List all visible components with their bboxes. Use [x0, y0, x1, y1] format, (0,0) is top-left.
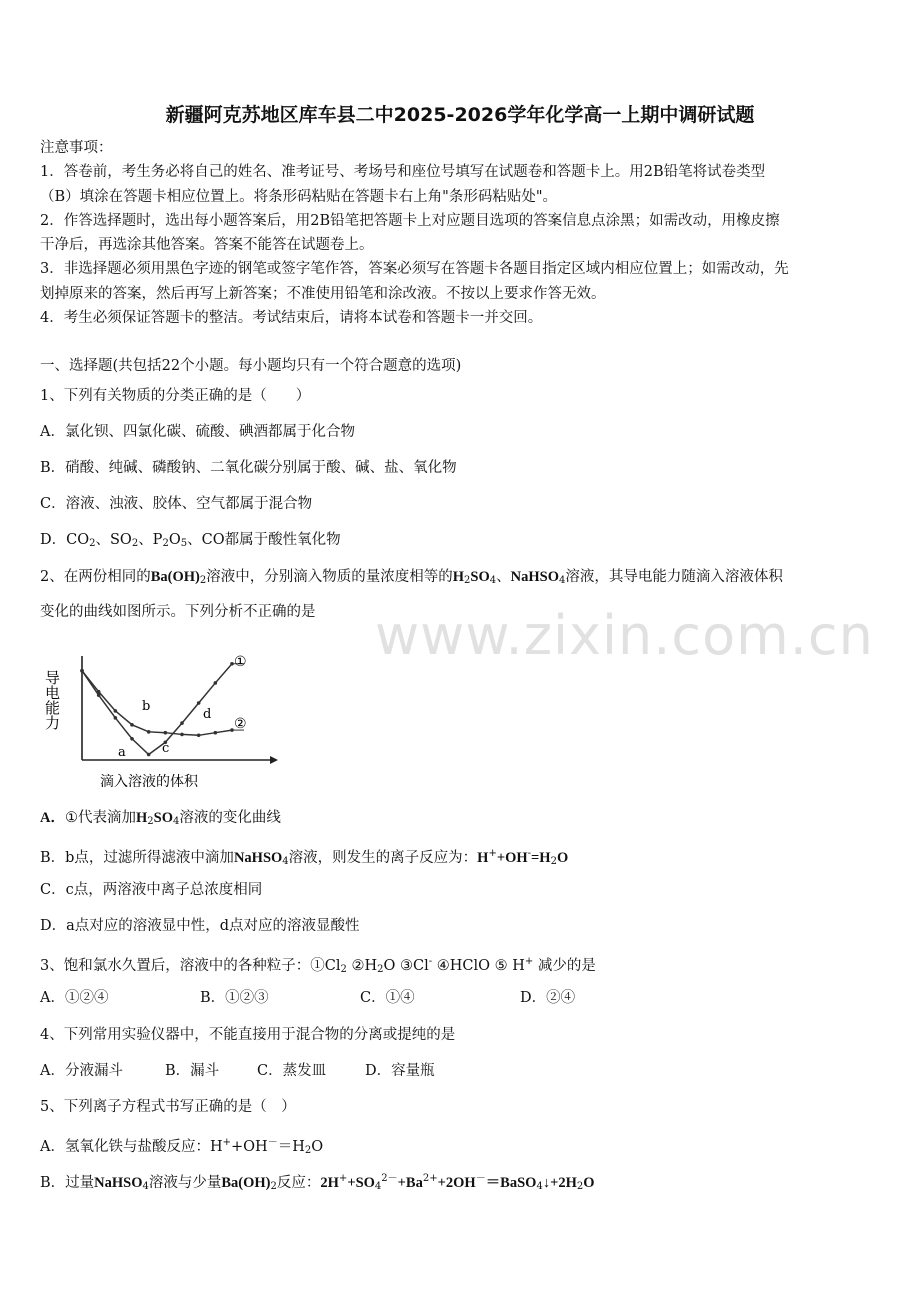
q2-option-a: A．①代表滴加$H_2SO_4$溶液的变化曲线 — [40, 810, 281, 827]
q3-option-c: C．①④ — [360, 990, 415, 1006]
watermark: www.zixin.com.cn — [375, 604, 874, 667]
q5-option-a: A．氢氧化铁与盐酸反应：$H^++OH^-=H_2O$ — [40, 1137, 324, 1156]
note-line: 1．答卷前，考生务必将自己的姓名、准考证号、考场号和座位号填写在试题卷和答题卡上。用2B铅笔将试卷类型 — [40, 164, 766, 181]
series-1-point — [130, 737, 134, 741]
section-heading: 一、选择题(共包括22个小题。每小题均只有一个符合题意的选项) — [40, 358, 462, 374]
q3-stem: 3、饱和氯水久置后，溶液中的各种粒子：$①Cl_2$ $②H_2O$ ③Cl- ④HClO ⑤ H+ 减少的是 — [40, 956, 596, 975]
note-line: 干净后，再选涂其他答案。答案不能答在试题卷上。 — [40, 237, 374, 254]
q5-option-b: B．过量NaHSO$_4$溶液与少量$Ba(OH)_2$反应：$2H^++SO_4^{2-}+Ba^{2+}+2OH^-=BaSO_4↓+2H_2O$ — [40, 1173, 595, 1192]
q3-option-d: D．②④ — [520, 990, 576, 1006]
series-1-point — [197, 701, 201, 705]
series-2-point — [197, 734, 201, 738]
q1-option-d: D．$CO_2$、$SO_2$、$P_2O_5$、CO都属于酸性氧化物 — [40, 532, 341, 549]
q3-option-b: B．①②③ — [200, 990, 269, 1006]
conductivity-chart — [43, 648, 288, 796]
q2-stem-line2: 变化的曲线如图所示。下列分析不正确的是 — [40, 604, 316, 620]
series-1-point — [180, 721, 184, 725]
note-line: 4．考生必须保证答题卡的整洁。考试结束后，请将本试卷和答题卡一并交回。 — [40, 310, 543, 327]
note-line: 3．非选择题必须用黑色字迹的钢笔或签字笔作答，答案必须写在答题卡各题目指定区域内相应位置上；如需改动，先 — [40, 261, 789, 278]
series-label-1: ① — [234, 654, 247, 670]
q4-option-a: A．分液漏斗 — [40, 1063, 123, 1079]
q3-option-a: A．①②④ — [40, 990, 109, 1006]
series-label-2: ② — [234, 716, 247, 732]
series-2-point — [164, 731, 168, 735]
x-axis-arrow — [270, 756, 278, 764]
point-label-a: a — [118, 745, 126, 760]
series-2-point — [97, 690, 101, 694]
page-title: 新疆阿克苏地区库车县二中2025-2026学年化学高一上期中调研试题 — [165, 104, 755, 126]
point-label-b: b — [142, 699, 151, 714]
point-label-d: d — [203, 707, 212, 722]
series-2-point — [180, 733, 184, 737]
series-1-point — [214, 681, 218, 685]
series-2-point — [80, 669, 84, 673]
q4-options — [40, 1061, 885, 1081]
series-2-point — [114, 709, 118, 713]
q4-option-c: C．蒸发皿 — [257, 1063, 327, 1079]
y-axis-label: 导电能力 — [43, 670, 61, 730]
q5-stem: 5、下列离子方程式书写正确的是（ ） — [40, 1099, 296, 1115]
q1-option-a: A．氯化钡、四氯化碳、硫酸、碘酒都属于化合物 — [40, 424, 355, 440]
q2-stem: 2、在两份相同的$Ba(OH)_2$溶液中，分别滴入物质的量浓度相等的$H_2SO_4$、NaHSO$_4$溶液，其导电能力随滴入溶液体积 — [40, 569, 783, 586]
q1-option-b: B．硝酸、纯碱、磷酸钠、二氧化碳分别属于酸、碱、盐、氧化物 — [40, 460, 457, 476]
q1-stem: 1、下列有关物质的分类正确的是（ ） — [40, 388, 311, 404]
x-axis-label: 滴入溶液的体积 — [100, 774, 198, 790]
notes-heading: 注意事项： — [40, 140, 113, 156]
series-2-point — [214, 731, 218, 735]
note-line: （B）填涂在答题卡相应位置上。将条形码粘贴在答题卡右上角"条形码粘贴处"。 — [40, 188, 557, 205]
q1-option-c: C．溶液、浊液、胶体、空气都属于混合物 — [40, 496, 313, 512]
q3-options — [40, 988, 885, 1008]
series-1-point — [147, 753, 151, 757]
series-1-point — [114, 716, 118, 720]
notes-block — [40, 136, 885, 330]
q4-option-b: B．漏斗 — [165, 1063, 220, 1079]
point-label-c: c — [162, 741, 170, 756]
q2-option-c: C．c点，两溶液中离子总浓度相同 — [40, 882, 263, 898]
q2-option-b: B．b点，过滤所得滤液中滴加NaHSO$_4$溶液，则发生的离子反应为：$H^++OH^-=H_2O$ — [40, 848, 569, 867]
note-line: 划掉原来的答案，然后再写上新答案；不准使用铅笔和涂改液。不按以上要求作答无效。 — [40, 285, 606, 302]
q4-option-d: D．容量瓶 — [365, 1063, 435, 1079]
q2-option-d: D．a点对应的溶液显中性，d点对应的溶液显酸性 — [40, 918, 360, 934]
q4-stem: 4、下列常用实验仪器中，不能直接用于混合物的分离或提纯的是 — [40, 1027, 456, 1043]
note-line: 2．作答选择题时，选出每小题答案后，用2B铅笔把答题卡上对应题目选项的答案信息点涂黑；如需改动，用橡皮擦 — [40, 212, 780, 229]
series-2-point — [147, 730, 151, 734]
series-2-point — [130, 723, 134, 727]
